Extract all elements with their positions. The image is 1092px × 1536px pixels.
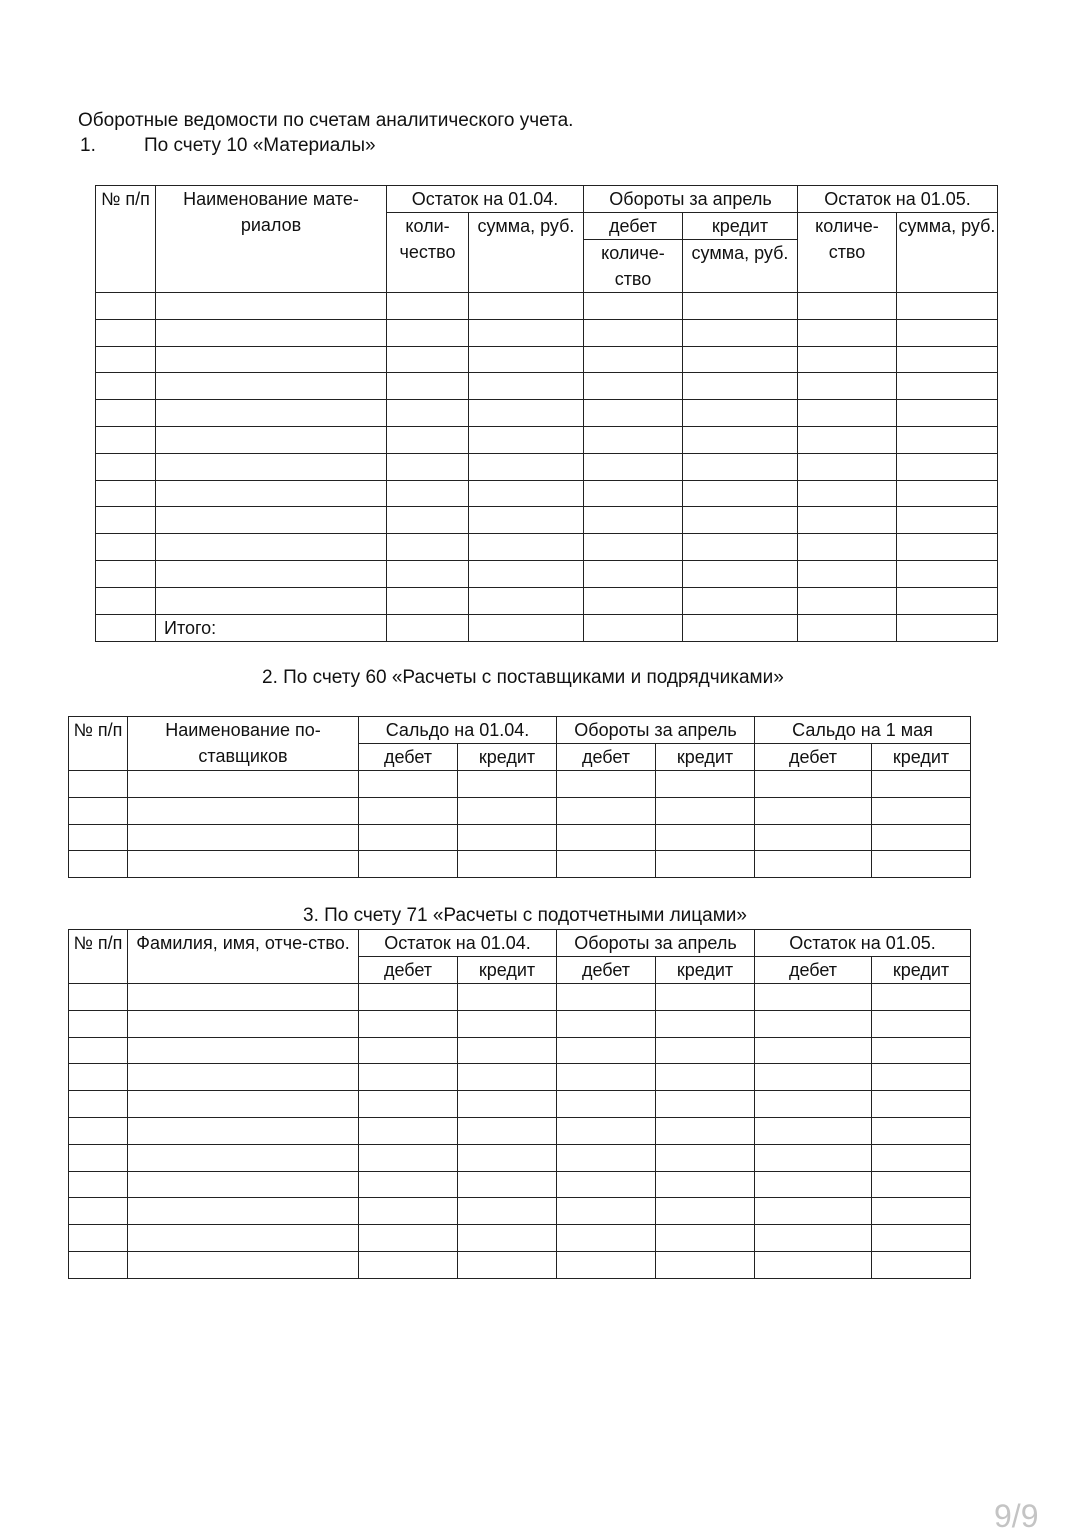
header-debit: дебет: [359, 744, 458, 771]
table-cell: [469, 426, 584, 453]
total-row-number-cell: [96, 614, 156, 641]
total-cell: [798, 614, 897, 641]
table-cell: [458, 1091, 557, 1118]
table-cell: [458, 824, 557, 851]
table-row: [96, 400, 998, 427]
table-cell: [683, 400, 798, 427]
table-cell: [128, 824, 359, 851]
table-cell: [469, 534, 584, 561]
header-turnover-april: Обороты за апрель: [557, 930, 755, 957]
table-cell: [584, 560, 683, 587]
table-cell: [557, 1037, 656, 1064]
table-cell: [128, 1010, 359, 1037]
table-cell: [557, 1144, 656, 1171]
table-cell: [584, 480, 683, 507]
table-cell: [128, 1064, 359, 1091]
table-cell: [469, 507, 584, 534]
table-cell: [96, 400, 156, 427]
table-cell: [359, 1117, 458, 1144]
table-cell: [156, 319, 387, 346]
header-closing-balance: Остаток на 01.05.: [755, 930, 971, 957]
document-heading: Оборотные ведомости по счетам аналитического учета.: [78, 110, 574, 131]
table-cell: [755, 824, 872, 851]
table-cell: [557, 1171, 656, 1198]
table-cell: [156, 373, 387, 400]
header-debit: дебет: [557, 744, 656, 771]
table-cell: [897, 319, 998, 346]
header-credit: кредит: [458, 957, 557, 984]
table-cell: [359, 1037, 458, 1064]
table-cell: [458, 1171, 557, 1198]
header-row-number: № п/п: [69, 930, 128, 984]
table-cell: [584, 587, 683, 614]
table-cell: [458, 851, 557, 878]
table-cell: [128, 1037, 359, 1064]
table-cell: [683, 319, 798, 346]
table-cell: [755, 1117, 872, 1144]
table-cell: [872, 771, 971, 798]
table-cell: [755, 1198, 872, 1225]
table-cell: [128, 851, 359, 878]
table-cell: [359, 1198, 458, 1225]
table-cell: [96, 293, 156, 320]
table-cell: [96, 426, 156, 453]
table-cell: [872, 1064, 971, 1091]
header-credit-sum: сумма, руб.: [683, 240, 798, 293]
table-cell: [683, 587, 798, 614]
table-cell: [584, 426, 683, 453]
table-cell: [897, 293, 998, 320]
table-cell: [359, 1251, 458, 1278]
table-row: [96, 346, 998, 373]
table-cell: [96, 319, 156, 346]
section1-number: 1.: [80, 135, 96, 156]
table-cell: [656, 984, 755, 1011]
table-cell: [469, 293, 584, 320]
table-cell: [755, 797, 872, 824]
table-cell: [755, 1064, 872, 1091]
table-cell: [387, 319, 469, 346]
table-cell: [359, 1010, 458, 1037]
header-debit-quantity: количе-ство: [584, 240, 683, 293]
page-number: 9/9: [994, 1498, 1039, 1534]
suppliers-turnover-table: [68, 716, 971, 878]
table-cell: [387, 293, 469, 320]
table-cell: [469, 400, 584, 427]
table-cell: [584, 453, 683, 480]
table-cell: [755, 1225, 872, 1252]
table-cell: [755, 771, 872, 798]
header-row-number: № п/п: [69, 717, 128, 771]
table-cell: [128, 1225, 359, 1252]
table-cell: [128, 797, 359, 824]
accountable-persons-table: [68, 929, 971, 1279]
table-cell: [656, 1144, 755, 1171]
table-cell: [557, 771, 656, 798]
table-cell: [557, 1225, 656, 1252]
table-cell: [128, 1198, 359, 1225]
table-cell: [387, 453, 469, 480]
table-cell: [872, 1251, 971, 1278]
header-debit: дебет: [755, 957, 872, 984]
table-cell: [69, 1144, 128, 1171]
table-cell: [96, 534, 156, 561]
total-cell: [897, 614, 998, 641]
table-cell: [156, 507, 387, 534]
header-row-number: № п/п: [96, 186, 156, 293]
table-cell: [128, 1091, 359, 1118]
table-cell: [656, 851, 755, 878]
table-cell: [128, 1251, 359, 1278]
table-cell: [469, 560, 584, 587]
table-cell: [872, 824, 971, 851]
table-cell: [872, 984, 971, 1011]
table-cell: [96, 480, 156, 507]
table-cell: [897, 480, 998, 507]
table-cell: [69, 1171, 128, 1198]
table-row: [96, 293, 998, 320]
table-row: [69, 1171, 971, 1198]
table-row: [69, 1144, 971, 1171]
table-cell: [156, 534, 387, 561]
header-credit: кредит: [872, 744, 971, 771]
table-cell: [897, 453, 998, 480]
header-debit: дебет: [584, 213, 683, 240]
header-credit: кредит: [683, 213, 798, 240]
table-cell: [128, 1171, 359, 1198]
table-cell: [798, 453, 897, 480]
table-cell: [128, 771, 359, 798]
table-cell: [96, 507, 156, 534]
table-cell: [755, 1037, 872, 1064]
table-cell: [387, 534, 469, 561]
table-cell: [156, 346, 387, 373]
table-cell: [755, 1251, 872, 1278]
table-cell: [872, 1091, 971, 1118]
table-cell: [656, 1037, 755, 1064]
table-cell: [458, 1064, 557, 1091]
table-cell: [872, 797, 971, 824]
table-cell: [872, 1117, 971, 1144]
table-cell: [69, 824, 128, 851]
table-cell: [872, 1144, 971, 1171]
table-cell: [656, 1117, 755, 1144]
table-cell: [156, 293, 387, 320]
table-cell: [359, 797, 458, 824]
table-cell: [656, 824, 755, 851]
table-cell: [584, 373, 683, 400]
table-cell: [897, 400, 998, 427]
table-cell: [128, 1144, 359, 1171]
total-cell: [584, 614, 683, 641]
table-cell: [683, 534, 798, 561]
table-cell: [557, 1251, 656, 1278]
total-cell: [387, 614, 469, 641]
table-cell: [387, 560, 469, 587]
table-cell: [755, 984, 872, 1011]
table-cell: [798, 507, 897, 534]
header-debit: дебет: [557, 957, 656, 984]
table-cell: [69, 851, 128, 878]
table-cell: [359, 984, 458, 1011]
table-row: [96, 587, 998, 614]
table-cell: [469, 346, 584, 373]
table-cell: [872, 1198, 971, 1225]
table-cell: [584, 293, 683, 320]
table-cell: [387, 373, 469, 400]
table-row: [69, 1198, 971, 1225]
table-cell: [96, 373, 156, 400]
table-cell: [872, 1037, 971, 1064]
table-cell: [683, 293, 798, 320]
table-cell: [897, 373, 998, 400]
table-cell: [69, 797, 128, 824]
total-label: Итого:: [156, 614, 387, 641]
table-cell: [584, 319, 683, 346]
header-closing-sum: сумма, руб.: [897, 213, 998, 293]
table-cell: [359, 851, 458, 878]
table-cell: [897, 587, 998, 614]
table-cell: [798, 400, 897, 427]
table-cell: [798, 560, 897, 587]
table-cell: [755, 1171, 872, 1198]
table-cell: [458, 1225, 557, 1252]
header-opening-sum: сумма, руб.: [469, 213, 584, 293]
header-supplier-name: Наименование по-ставщиков: [128, 717, 359, 771]
header-closing-balance: Сальдо на 1 мая: [755, 717, 971, 744]
table-cell: [557, 824, 656, 851]
table-cell: [656, 1064, 755, 1091]
table-row: [96, 560, 998, 587]
table-cell: [872, 1225, 971, 1252]
table-cell: [156, 480, 387, 507]
table-cell: [798, 480, 897, 507]
table-cell: [387, 346, 469, 373]
table-cell: [469, 587, 584, 614]
table-cell: [458, 1251, 557, 1278]
table-cell: [69, 771, 128, 798]
table-cell: [798, 346, 897, 373]
table-row: [69, 1037, 971, 1064]
table-cell: [156, 560, 387, 587]
table-cell: [458, 1198, 557, 1225]
table-cell: [683, 453, 798, 480]
table-row: [96, 534, 998, 561]
table-cell: [557, 984, 656, 1011]
table-cell: [798, 534, 897, 561]
table-cell: [872, 1171, 971, 1198]
table-cell: [584, 507, 683, 534]
table-row: [96, 453, 998, 480]
table-cell: [469, 319, 584, 346]
table-cell: [683, 373, 798, 400]
table-cell: [128, 984, 359, 1011]
table-cell: [469, 453, 584, 480]
header-opening-balance: Остаток на 01.04.: [387, 186, 584, 213]
header-opening-balance: Сальдо на 01.04.: [359, 717, 557, 744]
table-cell: [656, 1010, 755, 1037]
table-cell: [798, 587, 897, 614]
table-cell: [69, 1064, 128, 1091]
table-row: [69, 1010, 971, 1037]
table-cell: [359, 1091, 458, 1118]
table-cell: [683, 426, 798, 453]
table-cell: [156, 426, 387, 453]
header-credit: кредит: [656, 744, 755, 771]
table-cell: [584, 400, 683, 427]
table-cell: [359, 1064, 458, 1091]
table-cell: [656, 1091, 755, 1118]
table-cell: [458, 771, 557, 798]
table-cell: [458, 1117, 557, 1144]
header-turnover-april: Обороты за апрель: [557, 717, 755, 744]
table-cell: [798, 426, 897, 453]
table-cell: [458, 1144, 557, 1171]
table-cell: [96, 346, 156, 373]
table-cell: [69, 984, 128, 1011]
table-cell: [96, 587, 156, 614]
table-cell: [387, 426, 469, 453]
table-row: [96, 426, 998, 453]
table-cell: [897, 534, 998, 561]
table-cell: [557, 1064, 656, 1091]
table-row: [69, 797, 971, 824]
table-row: [96, 507, 998, 534]
table-cell: [683, 346, 798, 373]
header-credit: кредит: [872, 957, 971, 984]
table-cell: [798, 373, 897, 400]
table-cell: [755, 1091, 872, 1118]
header-closing-balance: Остаток на 01.05.: [798, 186, 998, 213]
table-cell: [469, 480, 584, 507]
table-cell: [557, 1198, 656, 1225]
table-cell: [359, 1171, 458, 1198]
table-cell: [156, 453, 387, 480]
table-cell: [387, 400, 469, 427]
table-cell: [96, 560, 156, 587]
table-cell: [387, 587, 469, 614]
header-opening-quantity: коли-чество: [387, 213, 469, 293]
table-row: [69, 851, 971, 878]
table-cell: [69, 1251, 128, 1278]
table-cell: [458, 1010, 557, 1037]
table-cell: [557, 1117, 656, 1144]
table-cell: [458, 984, 557, 1011]
table-row: [69, 824, 971, 851]
table-row: [69, 1064, 971, 1091]
table-cell: [387, 480, 469, 507]
table-cell: [656, 1225, 755, 1252]
section2-title: 2. По счету 60 «Расчеты с поставщиками и подрядчиками»: [262, 667, 784, 688]
table-cell: [128, 1117, 359, 1144]
table-row: [69, 771, 971, 798]
table-row: [69, 984, 971, 1011]
table-cell: [683, 507, 798, 534]
table-cell: [897, 346, 998, 373]
table-cell: [69, 1037, 128, 1064]
table-cell: [897, 560, 998, 587]
table-cell: [656, 797, 755, 824]
table-cell: [683, 480, 798, 507]
table-cell: [557, 1010, 656, 1037]
table-row: [96, 480, 998, 507]
table-row: [96, 373, 998, 400]
total-cell: [683, 614, 798, 641]
header-credit: кредит: [656, 957, 755, 984]
table-cell: [755, 1144, 872, 1171]
table-cell: [656, 1198, 755, 1225]
table-cell: [656, 771, 755, 798]
materials-turnover-table: [95, 185, 998, 642]
header-full-name: Фамилия, имя, отче-ство.: [128, 930, 359, 984]
header-closing-quantity: количе-ство: [798, 213, 897, 293]
table-cell: [897, 507, 998, 534]
table-cell: [755, 851, 872, 878]
header-material-name: Наименование мате-риалов: [156, 186, 387, 293]
table-cell: [359, 824, 458, 851]
table-cell: [359, 771, 458, 798]
table-cell: [683, 560, 798, 587]
header-opening-balance: Остаток на 01.04.: [359, 930, 557, 957]
total-cell: [469, 614, 584, 641]
header-turnover-april: Обороты за апрель: [584, 186, 798, 213]
table-cell: [656, 1171, 755, 1198]
table-row: [69, 1225, 971, 1252]
table-cell: [359, 1144, 458, 1171]
header-debit: дебет: [359, 957, 458, 984]
table-cell: [69, 1010, 128, 1037]
table-cell: [69, 1198, 128, 1225]
table-cell: [458, 1037, 557, 1064]
header-credit: кредит: [458, 744, 557, 771]
table-cell: [656, 1251, 755, 1278]
table-cell: [96, 453, 156, 480]
table-cell: [872, 1010, 971, 1037]
table-cell: [387, 507, 469, 534]
table-cell: [584, 534, 683, 561]
table-cell: [69, 1225, 128, 1252]
table-cell: [798, 319, 897, 346]
table-cell: [897, 426, 998, 453]
table-cell: [359, 1225, 458, 1252]
table-row: [69, 1251, 971, 1278]
table-cell: [584, 346, 683, 373]
header-debit: дебет: [755, 744, 872, 771]
table-cell: [156, 400, 387, 427]
table-row: [69, 1117, 971, 1144]
table-cell: [755, 1010, 872, 1037]
table-cell: [469, 373, 584, 400]
table-cell: [557, 797, 656, 824]
table-row: [96, 319, 998, 346]
table-row: [69, 1091, 971, 1118]
table-cell: [156, 587, 387, 614]
table-cell: [458, 797, 557, 824]
table-cell: [69, 1091, 128, 1118]
table-cell: [69, 1117, 128, 1144]
table-cell: [557, 1091, 656, 1118]
table-cell: [872, 851, 971, 878]
table-cell: [798, 293, 897, 320]
table-cell: [557, 851, 656, 878]
section1-title: По счету 10 «Материалы»: [144, 135, 376, 156]
section3-title: 3. По счету 71 «Расчеты с подотчетными лицами»: [303, 905, 747, 926]
